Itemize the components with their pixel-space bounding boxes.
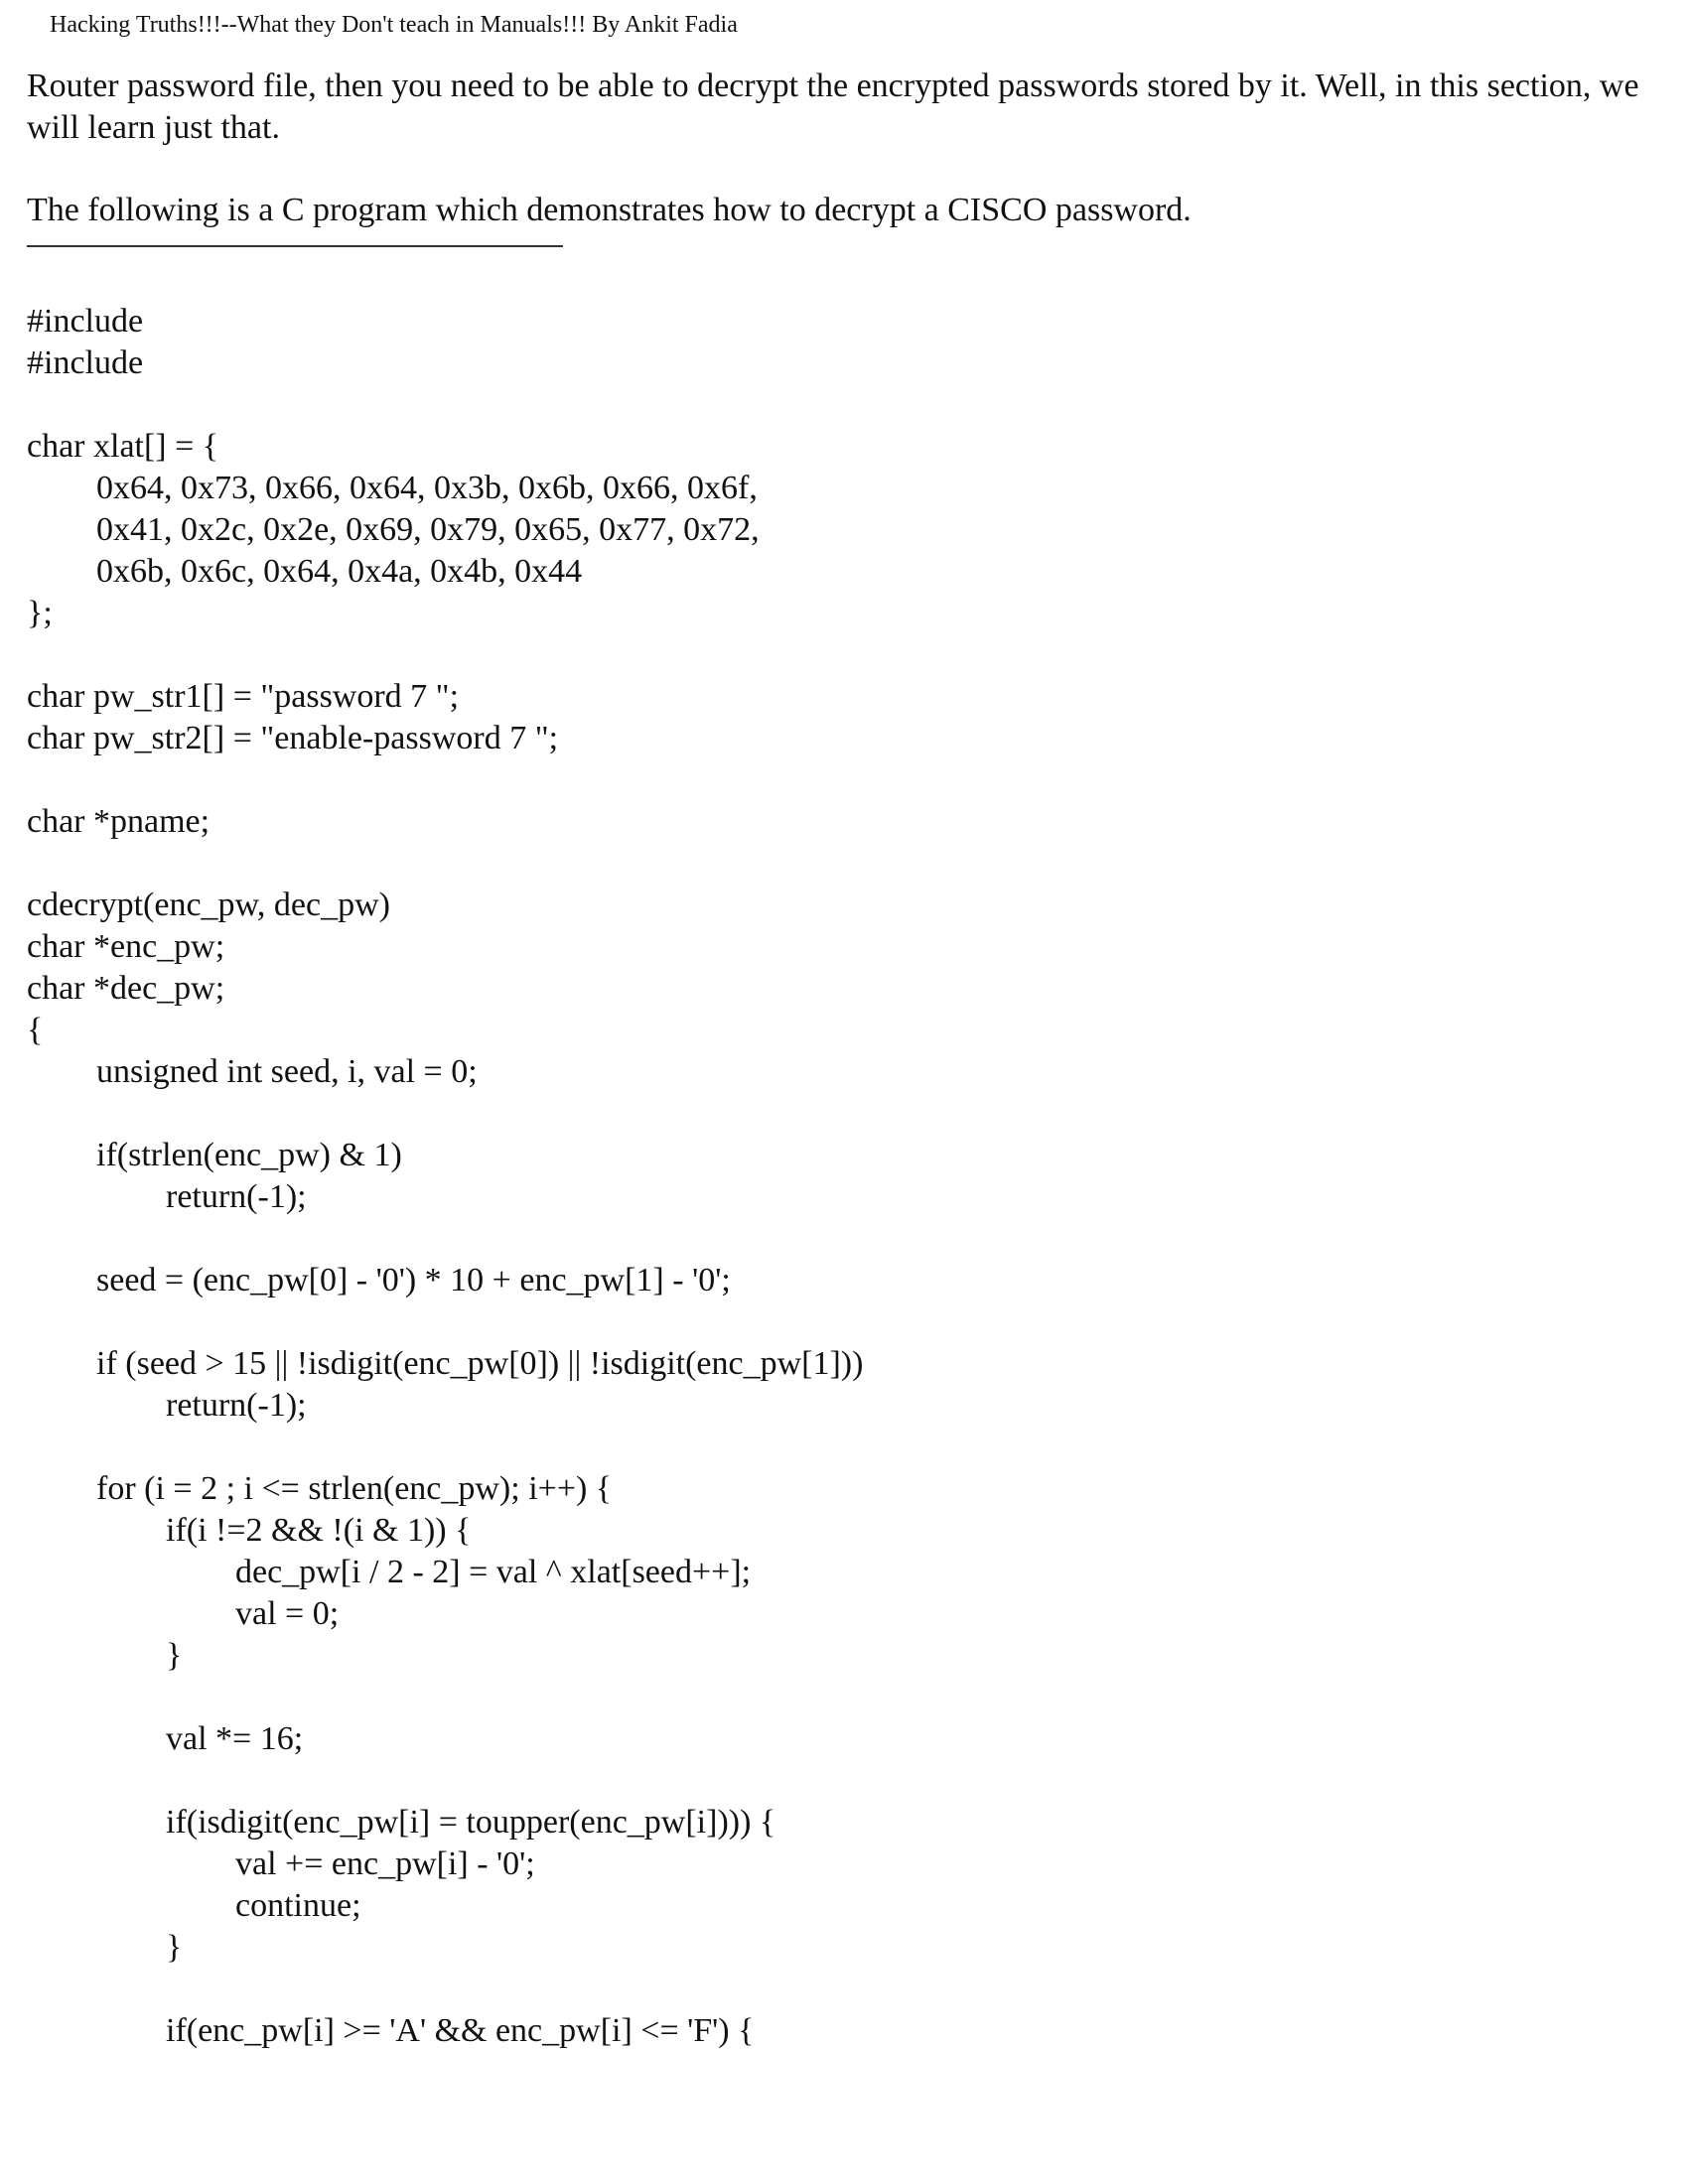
code-blank-line	[27, 1969, 1655, 2010]
code-line: if(strlen(enc_pw) & 1)	[96, 1137, 402, 1173]
code-line: char *pname;	[27, 803, 211, 840]
code-line: return(-1);	[166, 1178, 307, 1215]
code-line: #include	[27, 344, 144, 381]
code-blank-line	[27, 759, 1655, 801]
code-line: if (seed > 15 || !isdigit(enc_pw[0]) || !isdigit(enc_pw[1]))	[96, 1345, 864, 1382]
code-line: dec_pw[i / 2 - 2] = val ^ xlat[seed++];	[235, 1554, 752, 1590]
code-line: val *= 16;	[166, 1720, 304, 1757]
code-blank-line	[27, 1218, 1655, 1260]
code-line: }	[166, 1929, 183, 1966]
code-blank-line	[27, 384, 1655, 426]
code-blank-line	[27, 634, 1655, 676]
code-line: char xlat[] = {	[27, 428, 219, 465]
code-line: if(i !=2 && !(i & 1)) {	[166, 1512, 472, 1549]
code-line: 0x41, 0x2c, 0x2e, 0x69, 0x79, 0x65, 0x77, 0x72,	[96, 511, 760, 548]
code-blank-line	[27, 1760, 1655, 1802]
code-line: if(isdigit(enc_pw[i] = toupper(enc_pw[i]))) {	[166, 1804, 776, 1841]
document-body	[27, 66, 1655, 2052]
code-blank-line	[27, 1093, 1655, 1135]
code-line: }	[166, 1637, 183, 1674]
code-line: };	[27, 595, 53, 631]
horizontal-rule	[27, 245, 563, 247]
code-blank-line	[27, 843, 1655, 885]
code-blank-line	[27, 1427, 1655, 1468]
code-line: seed = (enc_pw[0] - '0') * 10 + enc_pw[1] - '0';	[96, 1262, 731, 1298]
code-line: {	[27, 1012, 44, 1048]
intro-paragraph: Router password file, then you need to be able to decrypt the encrypted passwords stored by it. Well, in this section, we will learn just that.	[27, 68, 1639, 146]
code-line: continue;	[235, 1887, 361, 1924]
code-line: cdecrypt(enc_pw, dec_pw)	[27, 887, 390, 923]
code-line: val = 0;	[235, 1595, 340, 1632]
code-line: if(enc_pw[i] >= 'A' && enc_pw[i] <= 'F') {	[166, 2012, 755, 2049]
code-line: char *enc_pw;	[27, 928, 225, 965]
code-line: val += enc_pw[i] - '0';	[235, 1845, 535, 1882]
code-blank-line	[27, 1301, 1655, 1343]
code-line: char pw_str2[] = "enable-password 7 ";	[27, 720, 559, 756]
code-line: 0x6b, 0x6c, 0x64, 0x4a, 0x4b, 0x44	[96, 553, 583, 590]
program-description: The following is a C program which demonstrates how to decrypt a CISCO password.	[27, 192, 1192, 228]
code-line: char pw_str1[] = "password 7 ";	[27, 678, 460, 715]
code-line: #include	[27, 303, 144, 340]
page-header: Hacking Truths!!!--What they Don't teach in Manuals!!! By Ankit Fadia	[50, 12, 738, 38]
code-blank-line	[27, 1677, 1655, 1718]
code-line: 0x64, 0x73, 0x66, 0x64, 0x3b, 0x6b, 0x66, 0x6f,	[96, 470, 758, 506]
code-line: unsigned int seed, i, val = 0;	[96, 1053, 478, 1090]
code-line: return(-1);	[166, 1387, 307, 1424]
code-listing	[27, 301, 1655, 2052]
code-line: for (i = 2 ; i <= strlen(enc_pw); i++) {	[96, 1470, 613, 1507]
code-line: char *dec_pw;	[27, 970, 225, 1007]
